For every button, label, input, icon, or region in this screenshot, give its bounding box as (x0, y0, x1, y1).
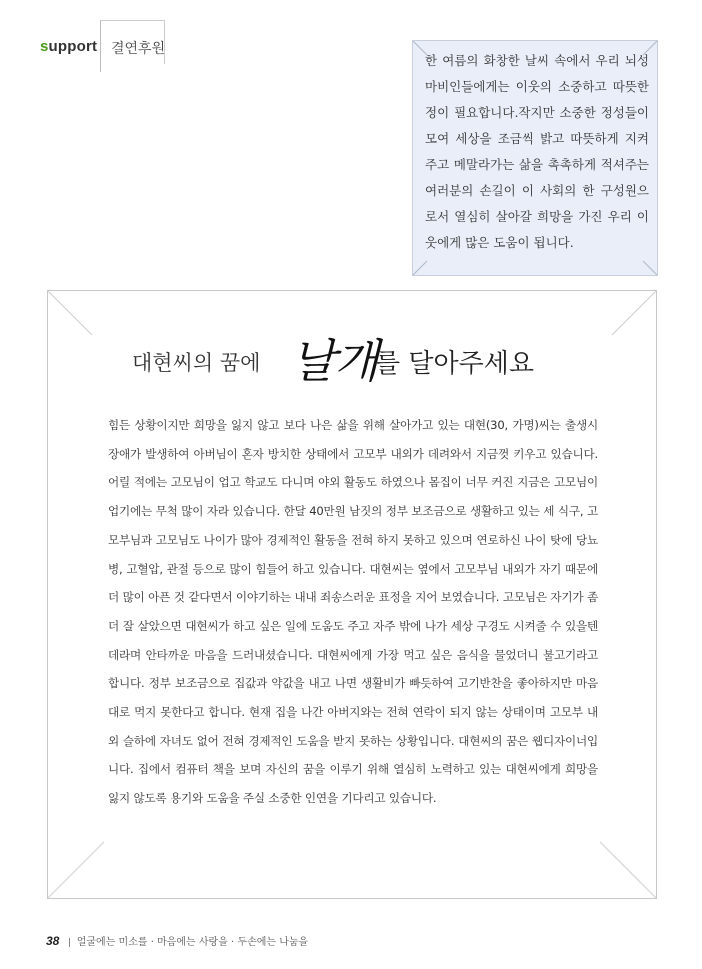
footer-tagline: 얼굴에는 미소를 · 마음에는 사랑을 · 두손에는 나눔을 (76, 937, 309, 948)
section-brand (40, 38, 97, 55)
intro-box (412, 40, 658, 276)
story-frame (47, 290, 657, 899)
page-footer (46, 933, 308, 948)
brand-rest: upport (48, 38, 98, 55)
story-body: 힘든 상황이지만 희망을 잃지 않고 보다 나은 삶을 위해 살아가고 있는 대현(30, 가명)씨는 출생시 장애가 발생하여 아버님이 혼자 방치한 상태에서 고모부 내외가 데려와서 지금껏 키우고 있습니다. 어릴 적에는 고모님이 업고 학교도 다니며 야외 활동도 하였으나 몸집이 너무 커진 지금은 고모님이 업기에는 무척 많이 자라 있습니다. 한달 40만원 남짓의 정부 보조금으로 생활하고 있는 세 식구, 고모부님과 고모님도 나이가 많아 경제적인 활동을 전혀 하지 못하고 있으며 연로하신 나이 탓에 당뇨병, 고혈압, 관절 등으로 많이 힘들어 하고 있습니다. 대현씨는 옆에서 고모부님 내외가 자기 때문에 더 많이 아픈 것 같다면서 이야기하는 내내 죄송스러운 표정을 지어 보였습니다. 고모님은 자기가 좀 더 잘 살았으면 대현씨가 하고 싶은 일에 도움도 주고 자주 밖에 나가 세상 구경도 시켜줄 수 있을텐데라며 안타까운 마음을 드러내셨습니다. 대현씨에게 가장 먹고 싶은 음식을 물었더니 불고기라고 합니다. 정부 보조금으로 집값과 약값을 내고 나면 생활비가 빠듯하여 고기반찬을 좋아하지만 마음대로 먹지 못한다고 합니다. 현재 집을 나간 아버지와는 전혀 연락이 되지 않는 상태이며 고모부 내외 슬하에 자녀도 없어 전혀 경제적인 도움을 받지 못하는 상황입니다. 대현씨의 꿈은 웹디자이너입니다. 집에서 컴퓨터 책을 보며 자신의 꿈을 이루기 위해 열심히 노력하고 있는 대현씨에게 희망을 잃지 않도록 용기와 도움을 주실 소중한 인연을 기다리고 있습니다. (108, 418, 598, 806)
title-suffix: 를 달아주세요 (375, 349, 534, 379)
footer-separator (69, 938, 70, 947)
brand-initial: s (40, 38, 49, 55)
header-divider (100, 20, 101, 72)
header-rule (100, 20, 164, 21)
section-title: 결연후원 (111, 41, 166, 57)
title-prefix: 대현씨의 꿈에 (132, 351, 261, 375)
intro-text: 한 여름의 화창한 날씨 속에서 우리 뇌성마비인들에게는 이웃의 소중하고 따뜻한 정이 필요합니다.작지만 소중한 정성들이 모여 세상을 조금씩 밝고 따뜻하게 지켜주고 메말라가는 삶을 촉촉하게 적셔주는 여러분의 손길이 이 사회의 한 구성원으로서 열심히 살아갈 희망을 가진 우리 이웃에게 많은 도움이 됩니다. (425, 53, 649, 250)
story-title (48, 319, 656, 389)
page-number: 38 (46, 934, 60, 948)
title-emphasis: 날개 (291, 334, 378, 388)
